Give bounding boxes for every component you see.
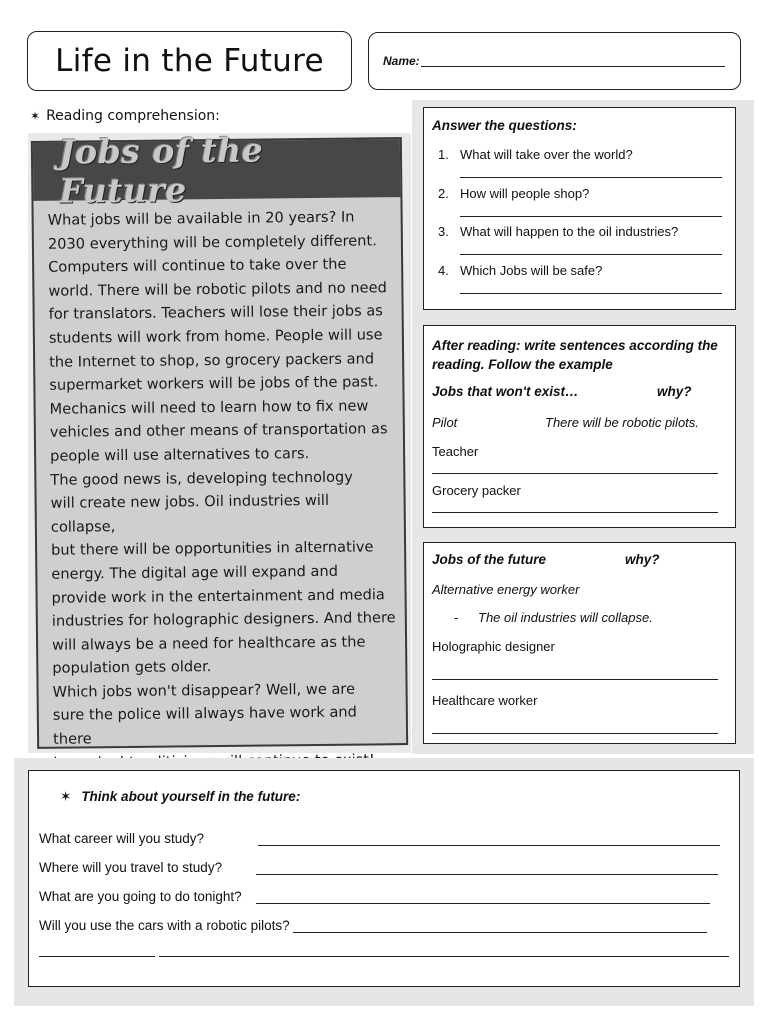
- question-travel: Where will you travel to study?: [39, 860, 223, 875]
- answer-line[interactable]: [256, 894, 710, 904]
- question-item: 2. How will people shop?: [432, 186, 735, 225]
- job-healthcare-worker: Healthcare worker: [432, 693, 538, 708]
- think-panel: [28, 770, 740, 987]
- name-input-line[interactable]: [421, 55, 725, 67]
- reading-comprehension-label: [30, 108, 220, 124]
- col-why: why?: [657, 384, 692, 399]
- reading-label-text: Reading comprehension:: [46, 108, 220, 124]
- after-reading-panel: [423, 325, 736, 528]
- example-dash: -: [454, 610, 459, 625]
- job-grocery-packer: Grocery packer: [432, 483, 521, 498]
- answer-line[interactable]: [39, 947, 155, 957]
- asterisk-icon: ✶: [30, 109, 41, 123]
- answer-line[interactable]: [159, 947, 729, 957]
- answer-line[interactable]: [256, 865, 718, 875]
- col-why: why?: [625, 552, 660, 567]
- page-title: Life in the Future: [55, 43, 324, 79]
- answer-line[interactable]: [432, 466, 718, 474]
- job-teacher: Teacher: [432, 444, 479, 459]
- passage-heading: Jobs of the Future: [58, 130, 264, 211]
- passage-header: [33, 130, 401, 211]
- answer-line[interactable]: [293, 923, 707, 933]
- answer-line[interactable]: [460, 280, 722, 294]
- example-reason: The oil industries will collapse.: [478, 610, 653, 625]
- question-item: 4. Which Jobs will be safe?: [432, 263, 735, 302]
- name-box: [368, 32, 741, 90]
- think-question-row: [39, 889, 710, 904]
- answer-line[interactable]: [432, 505, 718, 513]
- think-question-row: [39, 860, 718, 875]
- questions-list: [432, 147, 735, 301]
- passage-scan: [28, 130, 411, 753]
- question-item: 3. What will happen to the oil industries?: [432, 224, 735, 263]
- question-tonight: What are you going to do tonight?: [39, 889, 242, 904]
- question-robotic-cars: Will you use the cars with a robotic pilots?: [39, 918, 290, 933]
- name-label: Name:: [383, 54, 420, 68]
- job-holographic-designer: Holographic designer: [432, 639, 555, 654]
- answer-line[interactable]: [460, 164, 722, 178]
- answer-line[interactable]: [258, 836, 720, 846]
- example-job: Alternative energy worker: [432, 582, 580, 597]
- example-job: Pilot: [432, 415, 458, 430]
- question-text: What will happen to the oil industries?: [460, 224, 679, 239]
- col-jobs-wont-exist: Jobs that won't exist…: [432, 384, 579, 399]
- question-text: What will take over the world?: [460, 147, 633, 162]
- answer-line[interactable]: [460, 203, 722, 217]
- answer-line[interactable]: [460, 241, 722, 255]
- passage-text: What jobs will be available in 20 years? In 2030 everything will be completely different. Computers will continue to take over the world. There will be robotic pilots and no need for translators. Teachers will lose their jobs as students will work from home. People will use the Internet to shop, so grocery packers and supermarket workers will be jobs of the past. Mechanics will need to learn how to fix new vehicles and other means of transportation as people will use alternatives to cars. The good news is, developing technology will create new jobs. Oil industries will collapse, but there will be opportunities in alternative energy. The digital age will expand and provide work in the entertainment and media industries for holographic designers. And there will always be a need for healthcare as the population gets older. Which jobs won't disappear? Well, we are sure the police will always have work and there: [47, 208, 396, 748]
- questions-heading: Answer the questions:: [432, 118, 577, 133]
- think-question-row: [39, 831, 720, 846]
- question-text: How will people shop?: [460, 185, 590, 201]
- answer-line[interactable]: [432, 672, 718, 680]
- after-reading-heading: After reading: write sentences according the reading. Follow the example: [432, 338, 718, 372]
- think-question-row: [39, 918, 707, 933]
- question-text: Which Jobs will be safe?: [460, 262, 603, 278]
- question-item: 1. What will take over the world?: [432, 147, 735, 186]
- passage-frame: [31, 130, 408, 749]
- future-jobs-panel: [423, 542, 736, 744]
- think-answer-row: [39, 947, 729, 957]
- col-jobs-of-future: Jobs of the future: [432, 552, 546, 567]
- answer-line[interactable]: [432, 726, 718, 734]
- think-heading: ✶ Think about yourself in the future:: [60, 789, 301, 804]
- question-career: What career will you study?: [39, 831, 205, 846]
- example-reason: There will be robotic pilots.: [545, 415, 699, 430]
- questions-panel: [423, 107, 736, 310]
- title-box: [27, 31, 352, 91]
- asterisk-icon: ✶: [60, 789, 72, 804]
